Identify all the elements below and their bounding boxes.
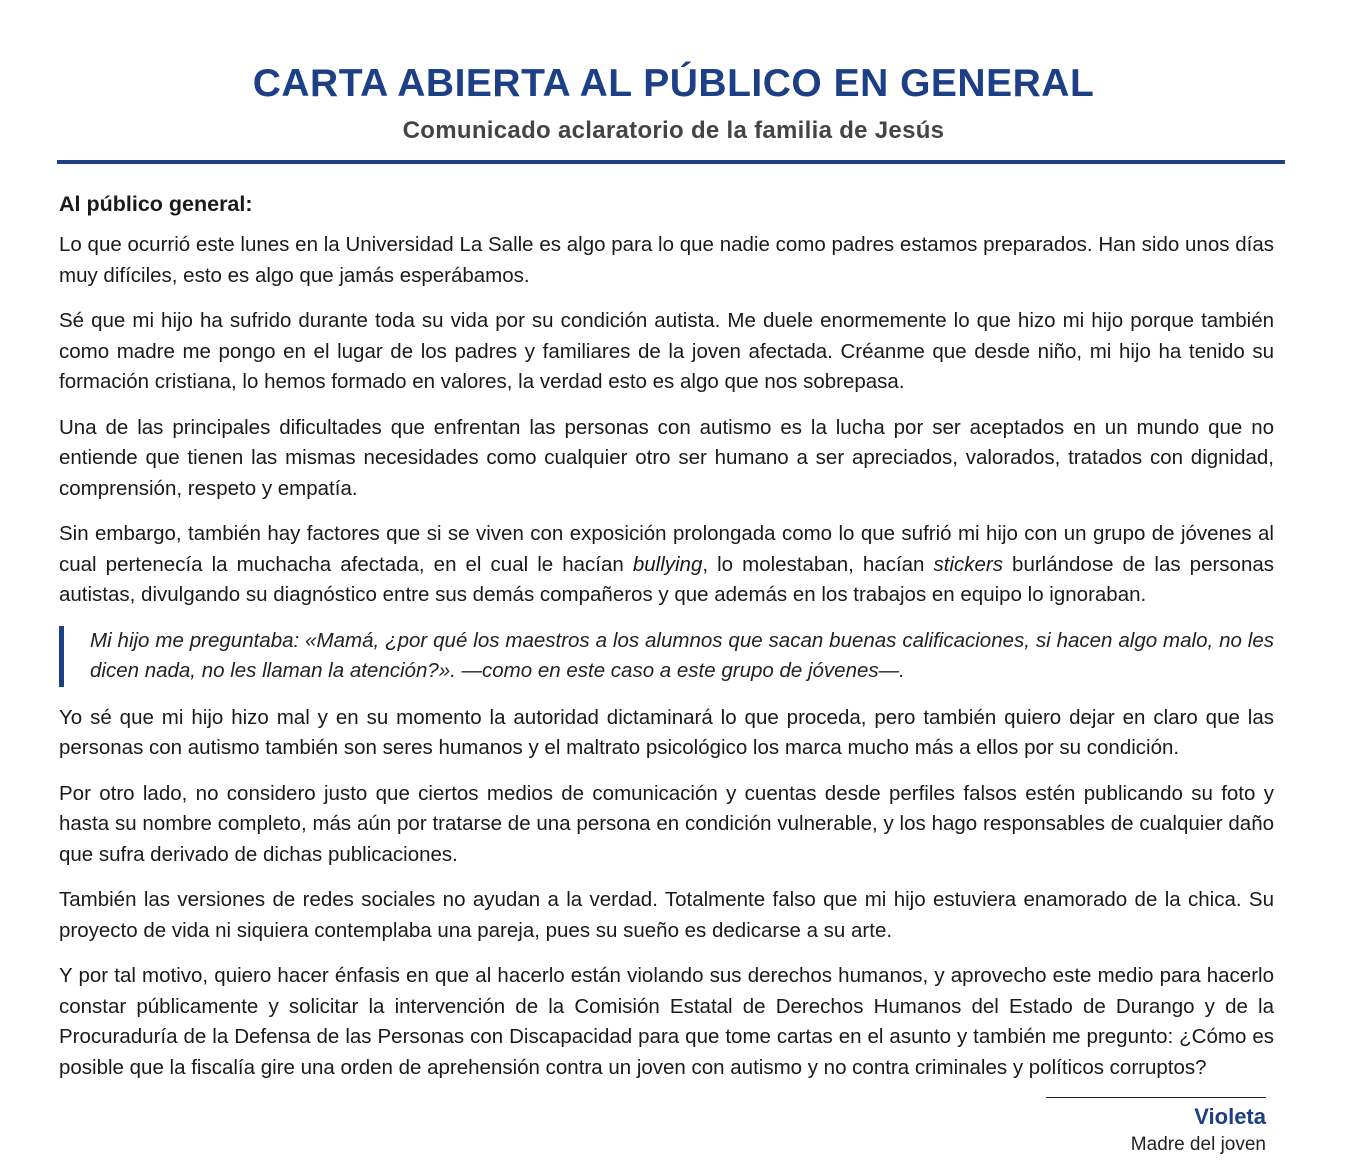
- paragraph-4: [59, 519, 1274, 611]
- pull-quote-text: Mi hijo me preguntaba: «Mamá, ¿por qué los maestros a los alumnos que sacan buenas calificaciones, si hacen algo malo, no les dicen nada, no les llaman la atención?». —como en este caso a este grupo de jóvenes—.: [90, 628, 1274, 682]
- signature-role: Madre del joven: [1130, 1134, 1266, 1155]
- pull-quote: [59, 626, 1274, 687]
- paragraph-3: Una de las principales dificultades que enfrentan las personas con autismo es la lucha por ser aceptados en un mundo que no entiende que tienen las mismas necesidades como cualquier otro ser humano a ser apreciados, valorados, tratados con dignidad, comprensión, respeto y empatía.: [59, 415, 1274, 500]
- paragraph-4-part-a: Sin embargo, también hay factores que si se viven con exposición prolongada como lo que sufrió mi hijo con un grupo de jóvenes al cual pertenecía la muchacha afectada, en el cual le hacían: [59, 522, 1274, 576]
- letter-greeting: Al público general:: [59, 192, 253, 216]
- letter-body: [59, 188, 1274, 1098]
- header-divider: [57, 160, 1285, 164]
- paragraph-7: También las versiones de redes sociales no ayudan a la verdad. Totalmente falso que mi hijo estuviera enamorado de la chica. Su proyecto de vida ni siquiera contemplaba una pareja, pues su sueño es dedicarse a su arte.: [59, 888, 1274, 942]
- paragraph-8: Y por tal motivo, quiero hacer énfasis en que al hacerlo están violando sus derechos humanos, y aprovecho este medio para hacerlo constar públicamente y solicitar la intervención de la Comisión Estatal de Derechos Humanos del Estado de Durango y de la Procuraduría de la Defensa de las Personas con Discapacidad para que tome cartas en el asunto y también me pregunto: ¿Cómo es posible que la fiscalía gire una orden de aprehensión contra un joven con autismo y no contra criminales y políticos corruptos?: [59, 964, 1274, 1079]
- signature-name: Violeta: [1194, 1104, 1266, 1129]
- paragraph-6: Por otro lado, no considero justo que ciertos medios de comunicación y cuentas desde perfiles falsos estén publicando su foto y hasta su nombre completo, más aún por tratarse de una persona en condición vulnerable, y los hago responsables de cualquier daño que sufra derivado de dichas publicaciones.: [59, 781, 1274, 866]
- paragraph-1: Lo que ocurrió este lunes en la Universidad La Salle es algo para lo que nadie como padres estamos preparados. Han sido unos días muy difíciles, esto es algo que jamás esperábamos.: [59, 233, 1274, 287]
- paragraph-4-part-b: , lo molestaban, hacían: [702, 552, 934, 576]
- page-title: CARTA ABIERTA AL PÚBLICO EN GENERAL: [252, 62, 1095, 105]
- paragraph-4-emphasis-bullying: bullying: [632, 552, 703, 576]
- paragraph-5: Yo sé que mi hijo hizo mal y en su momento la autoridad dictaminará lo que proceda, pero también quiero dejar en claro que las personas con autismo también son seres humanos y el maltrato psicológico los marca mucho más a ellos por su condición.: [59, 705, 1274, 759]
- page-subtitle: Comunicado aclaratorio de la familia de Jesús: [402, 117, 945, 144]
- paragraph-4-emphasis-stickers: stickers: [933, 552, 1003, 576]
- paragraph-4-part-c: burlándose de las personas autistas, divulgando su diagnóstico entre sus demás compañeros y que además en los trabajos en equipo lo ignoraban.: [59, 552, 1275, 606]
- paragraph-2: Sé que mi hijo ha sufrido durante toda su vida por su condición autista. Me duele enormemente lo que hizo mi hijo porque también como madre me pongo en el lugar de los padres y familiares de la joven afectada. Créanme que desde niño, mi hijo ha tenido su formación cristiana, lo hemos formado en valores, la verdad esto es algo que nos sobrepasa.: [59, 309, 1274, 393]
- signature-line: [1046, 1097, 1266, 1098]
